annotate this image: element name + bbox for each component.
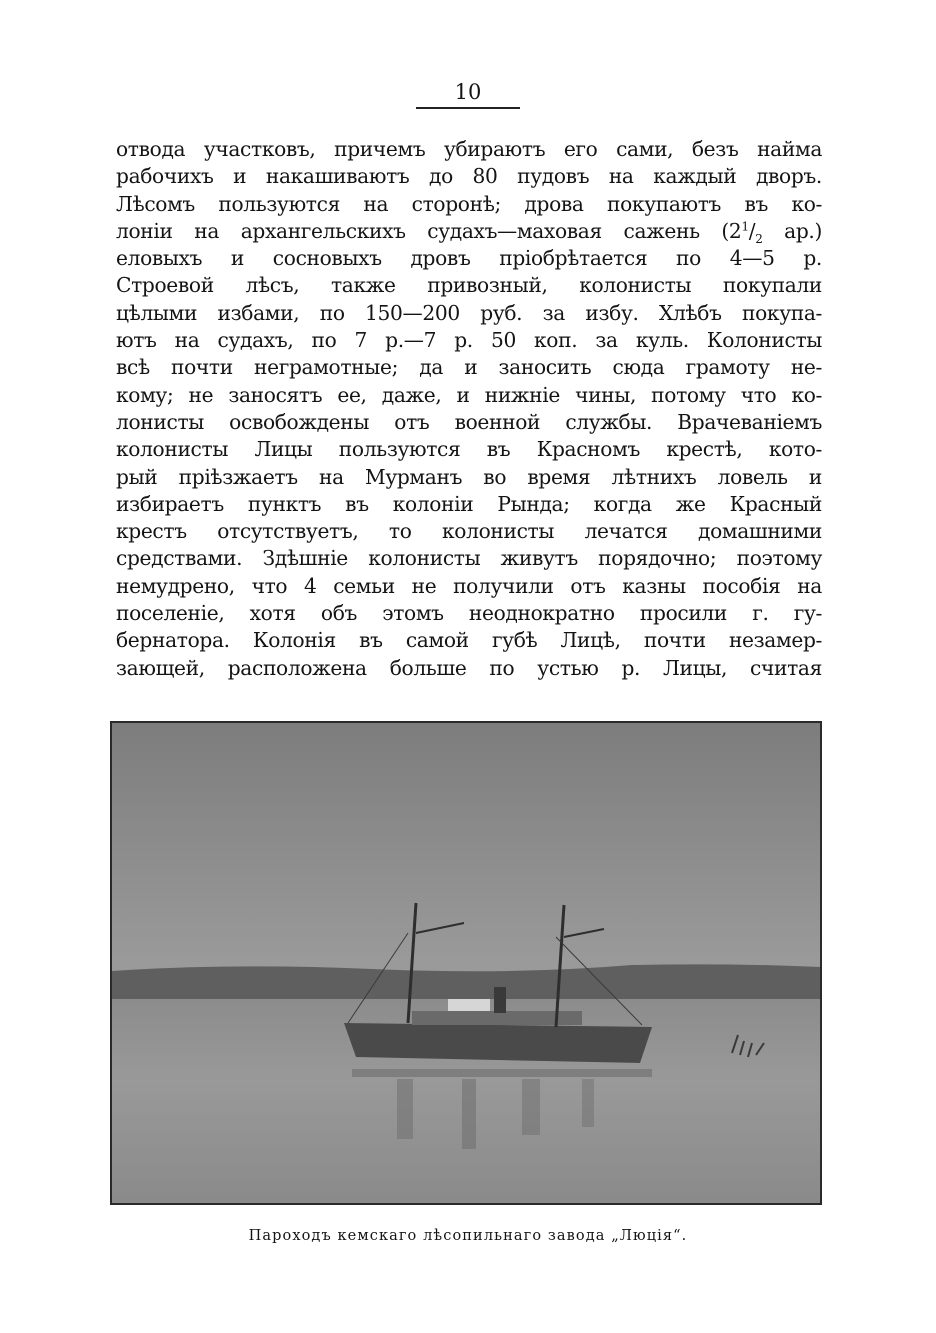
text-line: рый пріѣзжаетъ на Мурманъ во время лѣтнихъ ловель и	[116, 464, 822, 489]
text-line: бернатора. Колонія въ самой губѣ Лицѣ, почти незамер-	[116, 628, 822, 653]
figure-caption: Пароходъ кемскаго лѣсопильнаго завода „Люція“.	[248, 1228, 688, 1244]
photo-illustration	[112, 723, 820, 1203]
text-line: Лѣсомъ пользуются на сторонѣ; дрова покупаютъ въ ко-	[116, 191, 822, 216]
steamship-photograph	[110, 721, 822, 1205]
page-number-rule	[416, 107, 520, 109]
text-line: крестъ отсутствуетъ, то колонисты лечатся домашними	[116, 519, 822, 544]
text-line-with-fraction	[116, 218, 822, 245]
text-line: немудрено, что 4 семьи не получили отъ казны пособія на	[116, 573, 822, 598]
text-line: избираетъ пунктъ въ колоніи Рында; когда же Красный	[116, 491, 822, 516]
text-fragment: ар.)	[762, 218, 823, 243]
fraction: $^1/_2$	[741, 218, 763, 246]
text-line: ютъ на судахъ, по 7 р.—7 р. 50 коп. за куль. Колонисты	[116, 328, 822, 353]
text-line: лонисты освобождены отъ военной службы. Врачеваніемъ	[116, 409, 822, 434]
text-line: Строевой лѣсъ, также привозный, колонисты покупали	[116, 273, 822, 298]
text-line: цѣлыми избами, по 150—200 руб. за избу. Хлѣбъ покупа-	[116, 300, 822, 325]
text-line: всѣ почти неграмотные; да и заносить сюда грамоту не-	[116, 355, 822, 380]
text-line: зающей, расположена больше по устью р. Лицы, считая	[116, 655, 822, 680]
text-line: поселеніе, хотя объ этомъ неоднократно просили г. гу-	[116, 601, 822, 626]
text-line: еловыхъ и сосновыхъ дровъ пріобрѣтается по 4—5 р.	[116, 246, 822, 271]
body-text	[116, 136, 822, 682]
fraction-denominator: 2	[755, 231, 763, 246]
fraction-numerator: 1	[741, 219, 749, 234]
text-line: кому; не заносятъ ее, даже, и нижніе чины, потому что ко-	[116, 382, 822, 407]
text-line: рабочихъ и накашиваютъ до 80 пудовъ на каждый дворъ.	[116, 164, 822, 189]
text-line: колонисты Лицы пользуются въ Красномъ крестѣ, кото-	[116, 437, 822, 462]
text-line: средствами. Здѣшніе колонисты живутъ порядочно; поэтому	[116, 546, 822, 571]
page-number: 10	[454, 80, 482, 104]
text-line: отвода участковъ, причемъ убираютъ его сами, безъ найма	[116, 137, 822, 161]
text-fragment: лоніи на архангельскихъ судахъ—маховая сажень (2	[116, 218, 742, 243]
